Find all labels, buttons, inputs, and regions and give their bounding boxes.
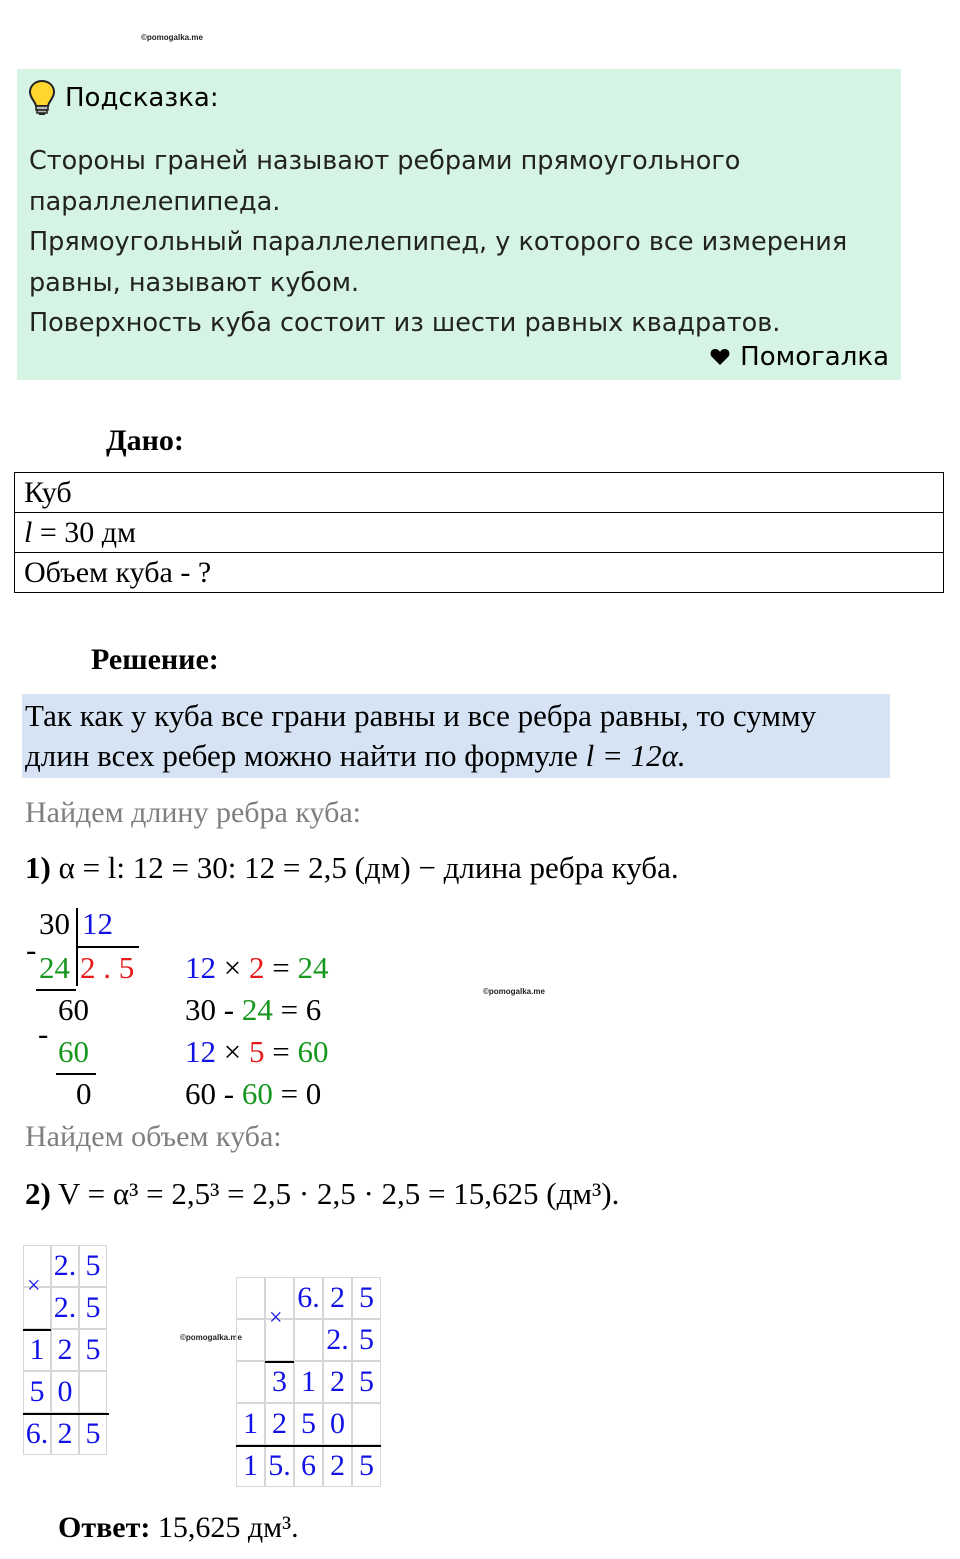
grid-digit: 2	[323, 1277, 352, 1319]
subtrahend: 24	[39, 950, 70, 985]
heart-icon	[710, 348, 730, 366]
equation-part: 24	[234, 992, 273, 1027]
lightbulb-icon	[27, 79, 57, 117]
equation-part: 60	[297, 1034, 329, 1069]
quotient-digit: 5	[118, 950, 135, 985]
grid-rule	[236, 1445, 381, 1447]
answer-value: 15,625 дм³.	[157, 1511, 299, 1544]
brand-name: Помогалка	[740, 342, 889, 372]
equation-part: 12	[185, 950, 216, 985]
hint-panel	[17, 69, 901, 380]
given-table	[14, 472, 944, 593]
times-sign: ×	[269, 1305, 283, 1331]
answer-label: Ответ:	[58, 1511, 151, 1544]
grid-digit	[236, 1319, 265, 1361]
grid-rule	[23, 1329, 51, 1331]
equation-part: = 6	[272, 992, 322, 1027]
hint-brand	[710, 342, 889, 372]
grid-digit: 5	[79, 1287, 107, 1329]
hint-header	[27, 79, 219, 117]
equation-part: = 0	[272, 1076, 322, 1111]
given-row	[15, 513, 944, 553]
grid-digit: 2.	[51, 1245, 79, 1287]
check-equation	[185, 992, 321, 1028]
grid-digit	[236, 1361, 265, 1403]
dividend: 30	[39, 906, 70, 941]
quotient	[80, 950, 134, 986]
divisor: 12	[82, 906, 113, 941]
equation-part: ×	[216, 950, 249, 985]
division-underline	[56, 1073, 96, 1075]
grid-digit: 5	[79, 1245, 107, 1287]
subtrahend: 60	[58, 1034, 89, 1069]
grid-rule	[23, 1413, 109, 1415]
grid-digit: 2	[51, 1329, 79, 1371]
grid-digit: 2	[265, 1403, 294, 1445]
hint-line: равны, называют кубом.	[29, 267, 360, 298]
quotient-point: .	[103, 950, 111, 985]
note-line: Так как у куба все грани равны и все ребра равны, то сумму	[25, 698, 817, 733]
step-number: 1)	[25, 850, 51, 885]
equation-part: 60	[234, 1076, 273, 1111]
grid-digit: 1	[23, 1329, 51, 1371]
grid-digit: 2	[51, 1413, 79, 1455]
equation-part: 30	[185, 992, 224, 1027]
grid-digit: 2.	[323, 1319, 352, 1361]
equation-part: 60	[185, 1076, 224, 1111]
step-formula: V = α³ = 2,5³ = 2,5 · 2,5 · 2,5 = 15,625 (дм³).	[58, 1176, 620, 1211]
grid-digit: 1	[236, 1403, 265, 1445]
step-number: 2)	[25, 1176, 51, 1211]
grid-digit: 5	[352, 1319, 381, 1361]
equation-part: ×	[216, 1034, 249, 1069]
grid-digit	[352, 1403, 381, 1445]
grid-rule	[265, 1361, 294, 1363]
equation-part: =	[264, 950, 298, 985]
step-formula: α = l: 12 = 30: 12 = 2,5 (дм) − длина ребра куба.	[58, 850, 679, 885]
given-row	[15, 553, 944, 593]
divisor-line	[77, 946, 139, 948]
grid-digit	[236, 1277, 265, 1319]
given-cell: Куб	[15, 473, 944, 513]
given-cell	[15, 513, 944, 553]
equation-part: 12	[185, 1034, 216, 1069]
minus-sign: -	[26, 932, 37, 967]
hint-text	[29, 141, 847, 344]
find-edge-caption: Найдем длину ребра куба:	[25, 796, 362, 829]
watermark: ©pomogalka.me	[141, 33, 203, 42]
quotient-digit: 2	[80, 950, 96, 985]
step-2	[25, 1176, 619, 1212]
given-heading: Дано:	[106, 424, 184, 457]
multiplication-6.25x2.5	[236, 1277, 384, 1489]
grid-digit: 5	[352, 1445, 381, 1487]
grid-digit: 1	[294, 1361, 323, 1403]
equation-part: 5	[248, 1034, 265, 1069]
hint-title: Подсказка:	[65, 83, 219, 113]
grid-digit: 5	[79, 1413, 107, 1455]
equation-part: -	[223, 992, 235, 1027]
grid-digit: 5.	[265, 1445, 294, 1487]
grid-digit	[294, 1319, 323, 1361]
grid-digit	[79, 1371, 107, 1413]
grid-digit: 6	[294, 1445, 323, 1487]
given-cell: Объем куба - ?	[15, 553, 944, 593]
check-equation	[185, 1034, 328, 1070]
grid-digit: 0	[51, 1371, 79, 1413]
given-value: = 30 дм	[32, 515, 137, 549]
grid-digit: 6.	[294, 1277, 323, 1319]
hint-line: Поверхность куба состоит из шести равных квадратов.	[29, 308, 781, 338]
step-1	[25, 850, 679, 886]
check-equation	[185, 950, 328, 986]
equation-part: 2	[248, 950, 265, 985]
solution-note	[22, 694, 890, 778]
final-remainder: 0	[76, 1076, 92, 1111]
grid-digit: 2.	[51, 1287, 79, 1329]
answer	[58, 1511, 299, 1545]
solution-heading: Решение:	[91, 643, 219, 676]
grid-digit: 5	[79, 1329, 107, 1371]
grid-digit: 5	[23, 1371, 51, 1413]
equation-part: -	[223, 1076, 235, 1111]
minus-sign: -	[38, 1016, 49, 1051]
grid-digit: 2	[323, 1445, 352, 1487]
grid-digit: 0	[323, 1403, 352, 1445]
hint-line: Прямоугольный параллелепипед, у которого все измерения	[29, 227, 848, 257]
watermark: ©pomogalka.me	[483, 987, 545, 996]
equation-part: =	[264, 1034, 298, 1069]
hint-line: Стороны граней называют ребрами прямоугольного	[29, 146, 741, 176]
given-row	[15, 473, 944, 513]
grid-digit: 1	[236, 1445, 265, 1487]
grid-digit: 6.	[23, 1413, 51, 1455]
grid-digit: 2	[323, 1361, 352, 1403]
grid-digit: 5	[294, 1403, 323, 1445]
watermark: ©pomogalka.me	[180, 1333, 242, 1342]
find-volume-caption: Найдем объем куба:	[25, 1120, 282, 1153]
times-sign: ×	[27, 1273, 41, 1299]
var-l: l	[24, 515, 33, 549]
note-text: длин всех ребер можно найти по формуле	[25, 738, 586, 773]
multiplication-2.5x2.5	[23, 1245, 113, 1457]
remainder: 60	[58, 992, 89, 1027]
grid-digit: 5	[352, 1361, 381, 1403]
equation-part: 24	[297, 950, 329, 985]
formula: l = 12α.	[585, 738, 686, 773]
hint-line: параллелепипеда.	[29, 186, 281, 217]
grid-digit: 3	[265, 1361, 294, 1403]
grid-digit: 5	[352, 1277, 381, 1319]
division-underline	[36, 989, 76, 991]
note-line	[25, 736, 890, 776]
check-equation	[185, 1076, 321, 1112]
